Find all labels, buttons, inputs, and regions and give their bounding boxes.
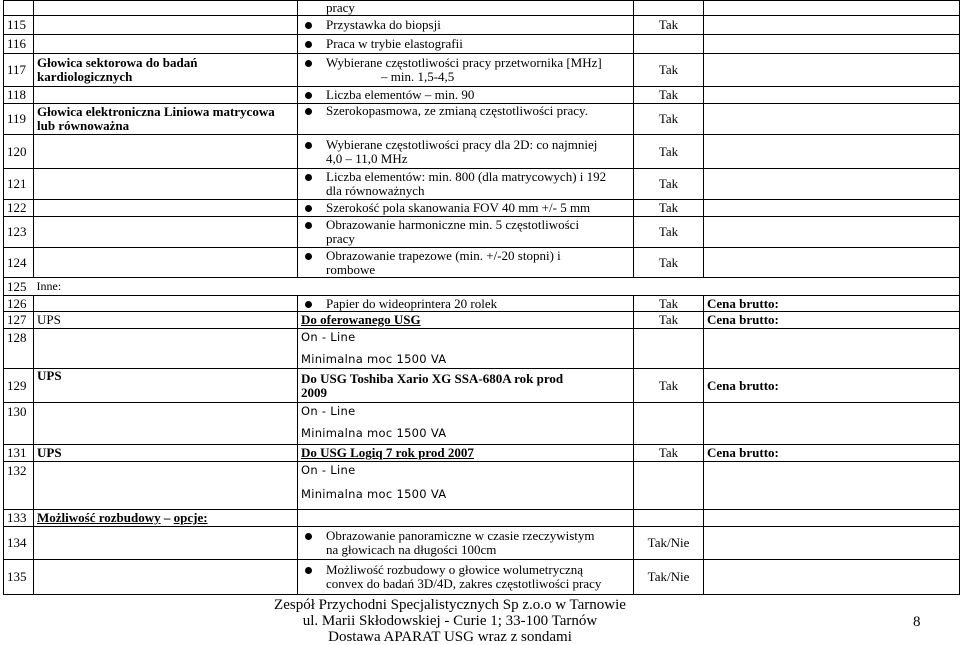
row-desc-cont: na głowicach na długości 100cm	[326, 542, 497, 557]
row-number: 120	[4, 135, 34, 169]
row-number: 116	[4, 35, 34, 54]
table-row	[4, 312, 960, 329]
row-desc: Do oferowanego USG	[298, 312, 634, 329]
table-row	[4, 403, 960, 445]
row-number: 130	[4, 403, 34, 445]
row-answer: Tak/Nie	[634, 527, 704, 560]
price-label: Cena brutto:	[704, 312, 960, 329]
section-label: Inne:	[34, 278, 960, 296]
row-label-cont: lub równoważna	[37, 118, 130, 133]
table-row	[4, 329, 960, 369]
row-answer: Tak	[634, 248, 704, 278]
row-label-cont: kardiologicznych	[37, 69, 133, 84]
row-desc: Liczba elementów: min. 800 (dla matrycowych) i 192	[326, 169, 607, 185]
row-number: 132	[4, 462, 34, 510]
row-desc-cont: 4,0 – 11,0 MHz	[326, 150, 408, 166]
row-desc: Do USG Toshiba Xario XG SSA-680A rok prod	[301, 370, 564, 386]
table-row	[4, 248, 960, 278]
table-row	[4, 87, 960, 104]
bullet-icon	[305, 60, 312, 67]
table-row	[4, 369, 960, 403]
row-label: Głowica sektorowa do badań	[37, 55, 198, 71]
bullet-icon	[305, 533, 312, 540]
table-row	[4, 560, 960, 595]
row-answer: Tak	[634, 445, 704, 462]
row-desc-cont: dla równoważnych	[326, 183, 425, 198]
row-answer: Tak	[634, 135, 704, 169]
row-answer: Tak	[634, 296, 704, 312]
row-answer: Tak	[634, 87, 704, 104]
row-number: 121	[4, 169, 34, 200]
row-number: 123	[4, 217, 34, 248]
bullet-icon	[305, 567, 312, 574]
row-desc: Obrazowanie trapezowe (min. +/-20 stopni) i	[326, 247, 561, 263]
row-number: 126	[4, 296, 34, 312]
row-number: 134	[4, 527, 34, 560]
bullet-icon	[305, 253, 312, 260]
table-row	[4, 200, 960, 217]
row-desc: Szerokość pola skanowania FOV 40 mm +/- 5 mm	[326, 200, 591, 216]
row-desc-cont: convex do badań 3D/4D, zakres częstotliwości pracy	[326, 576, 602, 591]
specification-table	[3, 0, 960, 595]
row-desc: Liczba elementów – min. 90	[326, 87, 475, 103]
page-number: 8	[913, 614, 921, 630]
table-row	[4, 135, 960, 169]
bullet-icon	[305, 174, 312, 181]
row-desc: Do USG Logiq 7 rok prod 2007	[298, 445, 634, 462]
footer-subject: Dostawa APARAT USG wraz z sondami	[328, 629, 572, 645]
row-label: UPS	[34, 369, 298, 403]
row-desc-cont: – min. 1,5-4,5	[381, 69, 455, 84]
page-footer	[0, 597, 960, 644]
bullet-icon	[305, 92, 312, 99]
row-desc: Papier do wideoprintera 20 rolek	[326, 295, 498, 311]
ups-spec-line: On - Line	[301, 463, 356, 477]
table-row	[4, 169, 960, 200]
row-number: 128	[4, 329, 34, 369]
table-row	[4, 54, 960, 87]
row-desc: Obrazowanie panoramiczne w czasie rzeczywistym	[326, 528, 595, 544]
row-number: 127	[4, 312, 34, 329]
table-row	[4, 445, 960, 462]
row-desc: Wybierane częstotliwości pracy dla 2D: co najmniej	[326, 136, 598, 152]
row-answer: Tak	[634, 200, 704, 217]
table-row	[4, 278, 960, 296]
ups-spec-line: On - Line	[301, 404, 356, 418]
bullet-icon	[305, 108, 312, 115]
table-row	[4, 35, 960, 54]
row-label: UPS	[34, 312, 298, 329]
table-row	[4, 104, 960, 135]
row-answer: Tak	[634, 16, 704, 35]
row-number: 135	[4, 560, 34, 595]
row-number: 115	[4, 16, 34, 35]
row-answer: Tak	[634, 54, 704, 87]
row-number: 122	[4, 200, 34, 217]
row-answer: Tak	[634, 104, 704, 135]
row-desc: Przystawka do biopsji	[326, 17, 441, 33]
row-answer: Tak/Nie	[634, 560, 704, 595]
section-label-suffix: opcje:	[173, 510, 208, 526]
row-answer: Tak	[634, 312, 704, 329]
row-number: 131	[4, 445, 34, 462]
row-number: 118	[4, 87, 34, 104]
price-label: Cena brutto:	[704, 445, 960, 462]
row-desc: Praca w trybie elastografii	[326, 36, 463, 52]
footer-company: Zespół Przychodni Specjalistycznych Sp z.o.o w Tarnowie	[274, 597, 626, 613]
row-number: 124	[4, 248, 34, 278]
bullet-icon	[305, 22, 312, 29]
row-answer: Tak	[634, 217, 704, 248]
row-answer: Tak	[634, 169, 704, 200]
table-row	[4, 510, 960, 527]
bullet-icon	[305, 142, 312, 149]
section-label: Możliwość rozbudowy	[37, 510, 161, 526]
row-number: 117	[4, 54, 34, 87]
row-answer: Tak	[634, 369, 704, 403]
row-number: 119	[4, 104, 34, 135]
row-number: 129	[4, 369, 34, 403]
price-label: Cena brutto:	[704, 296, 960, 312]
ups-spec-line: Minimalna moc 1500 VA	[301, 426, 447, 441]
bullet-icon	[305, 41, 312, 48]
ups-spec-line: On - Line	[301, 330, 356, 344]
section-label-sep: –	[160, 510, 174, 526]
row-desc: Obrazowanie harmoniczne min. 5 częstotliwości	[326, 217, 580, 233]
bullet-icon	[305, 205, 312, 212]
row-desc-cont: rombowe	[326, 261, 376, 277]
bullet-icon	[305, 222, 312, 229]
row-desc: pracy	[326, 0, 355, 16]
ups-spec-line: Minimalna moc 1500 VA	[301, 352, 447, 367]
row-desc: Możliwość rozbudowy o głowice wolumetryczną	[326, 562, 584, 578]
row-desc: Szerokopasmowa, ze zmianą częstotliwości pracy.	[326, 103, 588, 118]
table-row	[4, 217, 960, 248]
table-row	[4, 462, 960, 510]
table-row	[4, 527, 960, 560]
row-desc-cont: pracy	[326, 231, 355, 246]
row-number: 133	[4, 510, 34, 527]
bullet-icon	[305, 301, 312, 308]
table-row	[4, 1, 960, 16]
row-label: Głowica elektroniczna Liniowa matrycowa	[37, 104, 275, 120]
row-number: 125	[4, 278, 34, 296]
row-desc: Wybierane częstotliwości pracy przetwornika [MHz]	[326, 55, 602, 71]
ups-spec-line: Minimalna moc 1500 VA	[301, 487, 447, 502]
table-row	[4, 296, 960, 312]
table-row	[4, 16, 960, 35]
price-label: Cena brutto:	[704, 369, 960, 403]
row-label: UPS	[34, 445, 298, 462]
footer-address: ul. Marii Skłodowskiej - Curie 1; 33-100 Tarnów	[302, 613, 598, 629]
row-desc-cont: 2009	[301, 384, 327, 400]
